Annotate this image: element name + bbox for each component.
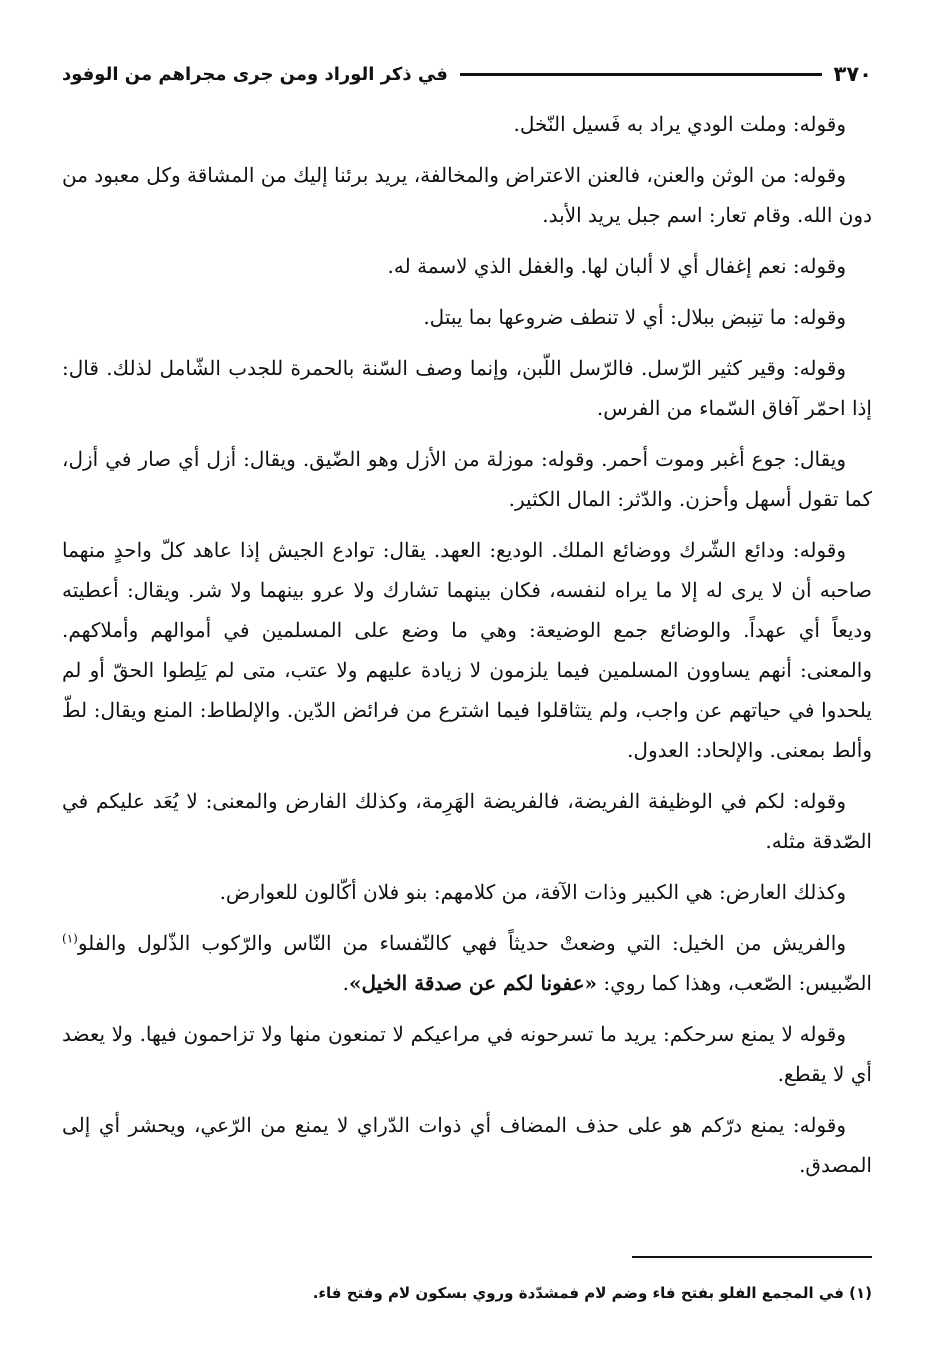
paragraph-text: الضّبيس: الصّعب، وهذا كما روي: (597, 971, 872, 995)
paragraph: وقوله: من الوثن والعنن، فالعنن الاعتراض والمخالفة، يريد برئنا إليك من المشاقة وكل معبود من دون الله. وقام تعار: اسم جبل يريد الأبد. (62, 163, 872, 227)
paragraph: وقوله: وقير كثير الرّسل. فالرّسل اللّبن، وإنما وصف السّنة بالحمرة للجدب الشّامل لذلك. قال: إذا احمّر آفاق السّماء من الفرس. (62, 356, 872, 420)
footnote-reference[interactable]: (١) (62, 931, 78, 946)
paragraph: وقوله: يمنع درّكم هو على حذف المضاف أي ذوات الدّراي لا يمنع من الرّعي، ويحشر أي إلى المصدق. (62, 1113, 872, 1177)
footnote-separator (632, 1256, 872, 1258)
running-title: في ذكر الوراد ومن جرى مجراهم من الوفود (62, 63, 448, 85)
main-text (62, 104, 872, 1196)
paragraph: وقوله لا يمنع سرحكم: يريد ما تسرحونه في مراعيكم لا تمنعون منها ولا تزاحمون فيها. ولا يعضد أي لا يقطع. (62, 1022, 872, 1086)
paragraph: وقوله: لكم في الوظيفة الفريضة، فالفريضة الهَرِمة، وكذلك الفارض والمعنى: لا يُعَد عليكم في الصّدقة مثله. (62, 789, 872, 853)
header-rule (460, 73, 822, 76)
footnote: (١) في المجمع الفلو بفتح فاء وضم لام فمشدّدة وروي بسكون لام وفتح فاء. (312, 1284, 872, 1302)
hadith-quote: «عفونا لكم عن صدقة الخيل» (349, 971, 598, 995)
paragraph: وقوله: ودائع الشّرك ووضائع الملك. الوديع: العهد. يقال: توادع الجيش إذا عاهد كلّ واحدٍ منهما صاحبه أن لا يرى له إلا ما يراه لنفسه، فكان بينهما تشارك ولا عرو بينهما ولا شر. ويقال: أعطيته وديعاً أي عهداً. والوضائع جمع الوضيعة: وهي ما وضع على المسلمين في أموالهم وأملاكهم. والمعنى: أنهم يساوون المسلمين فيما يلزمون لا زيادة عليهم ولا عتب، متى لم يَلِطوا الحقّ أو لم يلحدوا في حياتهم عن واجب، ولم يتثاقلوا فيما اشترع من فرائض الدّين. والإلطاط: المنع ويقال: لطّ وألط بمعنى. والإلحاد: العدول. (62, 538, 872, 762)
page-number: ٣٧٠ (833, 62, 872, 86)
paragraph: وكذلك العارض: هي الكبير وذات الآفة، من كلامهم: بنو فلان أكّالون للعوارض. (219, 880, 846, 904)
paragraph: وقوله: ما تنِبض ببلال: أي لا تنطف ضروعها بما يبتل. (423, 305, 846, 329)
paragraph: ويقال: جوع أغبر وموت أحمر. وقوله: موزلة من الأزل وهو الضّيق. ويقال: أزل أي صار في أزل، كما تقول أسهل وأحزن. والدّثر: المال الكثير. (62, 447, 872, 511)
paragraph: وقوله: نعم إغفال أي لا ألبان لها. والغفل الذي لاسمة له. (387, 254, 846, 278)
paragraph-text: والفريش من الخيل: التي وضعتْ حديثاً فهي كالنّفساء من النّاس والرّكوب الذّلول والفلو (77, 931, 846, 955)
paragraph (62, 923, 872, 1003)
paragraph: وقوله: وملت الودي يراد به فَسيل النّخل. (513, 112, 846, 136)
page-header (62, 52, 872, 96)
paragraph-text: . (342, 971, 349, 995)
